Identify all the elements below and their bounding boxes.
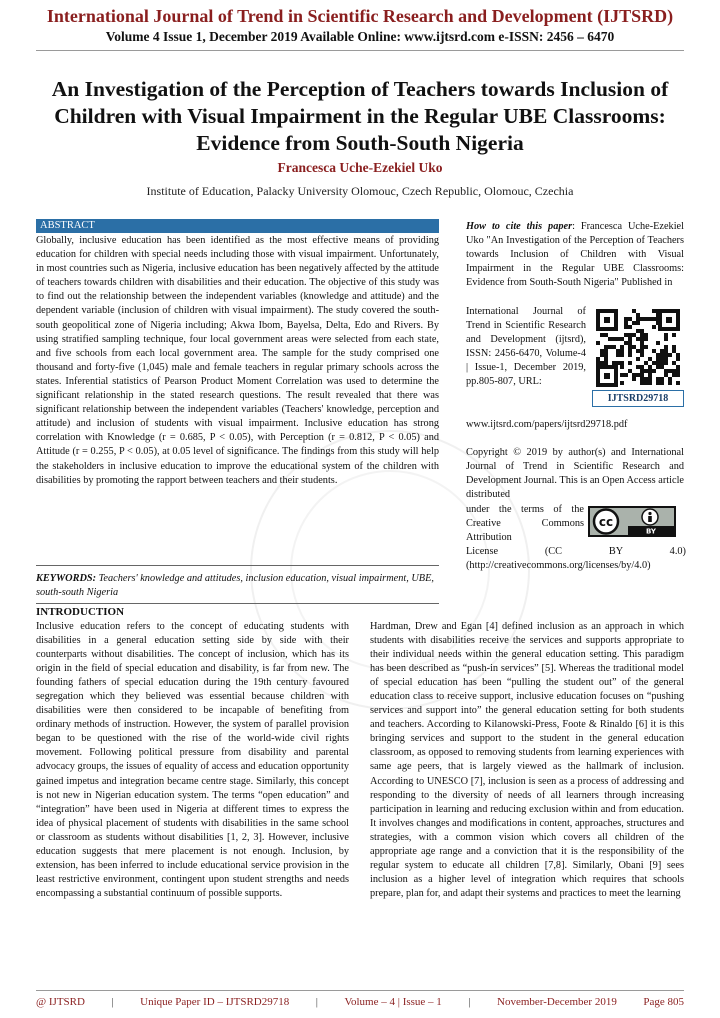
journal-title: International Journal of Trend in Scientific Research and Development (IJTSRD) [46, 6, 674, 26]
paper-title: An Investigation of the Perception of Teachers towards Inclusion of Children with Visual Impairment in the Regular UBE Classrooms: Evidence from South-South Nigeria [51, 77, 669, 155]
page-footer [36, 996, 684, 1008]
citation-block [466, 220, 684, 290]
by-badge-text: BY [645, 527, 657, 536]
keywords [36, 572, 439, 600]
author-name: Francesca Uche-Ezekiel Uko [277, 160, 443, 175]
cc-by-license-icon [588, 506, 676, 537]
footer-site: @ IJTSRD [36, 996, 85, 1008]
keywords-label: KEYWORDS: [36, 573, 97, 584]
footer-separator: | [111, 996, 114, 1008]
author-affiliation: Institute of Education, Palacky University Olomouc, Czech Republic, Olomouc, Czechia [146, 184, 574, 198]
issue-line: Volume 4 Issue 1, December 2019 Available Online: www.ijtsrd.com e-ISSN: 2456 – 6470 [105, 29, 615, 44]
paper-id-badge: IJTSRD29718 [592, 390, 684, 407]
footer-paper-id: Unique Paper ID – IJTSRD29718 [140, 996, 290, 1008]
paper-url-link[interactable]: www.ijtsrd.com/papers/ijtsrd29718.pdf [466, 419, 628, 430]
introduction-right-column: Hardman, Drew and Egan [4] defined inclusion as an approach in which students with disabilities receive the services and supports appropriate to their individual needs within the general education setting. This paradigm has been described as “push-in services” [5]. Whereas the traditional model of special education has been “pulling the student out” of the general education class to receive support, inclusive education focuses on “pushing services and support into” the general education setting for both students and teachers. According to Kilanowski-Press, Foote & Rinaldo [6] it is this bringing services and support to the student in the general education classroom, as opposed to removing students from learning experiences with same age peers, that is largely viewed as the hallmark of inclusion. According to UNESCO [7], inclusion is seen as a process of addressing and responding to the diversity of needs of all learners through increasing participation in learning and reducing exclusion within and from education. It involves changes and modifications in content, approaches, structures and strategies, with a common vision which covers all children of the appropriate age range and a conviction that it is the responsibility of the regular system to educate all children [7,8]. Similarly, Obani [9] sees inclusion as a higher level of integration which requires that schools prepare, plan for, and adapt their systems and practices to meet the learning [370, 621, 684, 899]
header-divider [36, 50, 684, 51]
footer-separator: | [468, 996, 471, 1008]
footer-divider [36, 990, 684, 991]
qr-code-icon [592, 307, 684, 389]
citation-details: International Journal of Trend in Scientific Research and Development (ijtsrd), ISSN: 2456-6470, Volume-4 | Issue-1, December 2019, pp.805-807, URL: [466, 306, 586, 388]
keywords-text: Teachers' knowledge and attitudes, inclusion education, visual impairment, UBE, south-south Nigeria [36, 573, 434, 598]
footer-separator: | [315, 996, 318, 1008]
footer-page-number: Page 805 [643, 996, 684, 1008]
citation-lead: : Francesca Uche-Ezekiel Uko "An Investigation of the Perception of Teachers towards Inclusion of Children with Visual Impairment in the Regular UBE Classrooms: Evidence from South-South Nigeria" Published in [466, 221, 684, 289]
footer-date: November-December 2019 [497, 996, 617, 1008]
license-text: License (CC BY 4.0) (http://creativecommons.org/licenses/by/4.0) [466, 546, 686, 572]
copyright-terms: under the terms of the Creative Commons Attribution [466, 504, 584, 544]
introduction-left-column: Inclusive education refers to the concept of educating students with disabilities in a general education setting side by side with their counterparts without disabilities. The concept of inclusion, which has its origin in the field of special education and disability, is far from new. The founding fathers of special education during the 19th century favoured segregation which they believed was essential because children with disabilities were then considered to be incapable of benefiting from ordinary methods of instruction. However, the system of parallel provision began to be questioned with the rise of the world-wide civil rights movement. Following political pressure from disability and parental advocacy groups, the issues of equality of access and education opportunity gained impetus and integration became centre stage. Similarly, this concept is not new in Nigerian education system. The terms “open education” and “integration” have been used in Nigeria at different times to express the idea of physical placement of students with disabilities in the same school or classroom as students without disabilities [1, 2, 3]. However, inclusive education suggests that mere placement is not enough. Inclusion, by extension, has been inferred to include educational service provision in the least restrictive environment, contingent upon student strengths and needs encompassing a substantial continuum of possible supports. [36, 621, 349, 899]
abstract-divider [36, 565, 439, 566]
footer-volume: Volume – 4 | Issue – 1 [344, 996, 442, 1008]
citation-label: How to cite this paper [466, 221, 573, 232]
cc-badge-text: cc [598, 515, 614, 529]
abstract-heading: ABSTRACT [36, 219, 439, 233]
copyright-text: Copyright © 2019 by author(s) and International Journal of Trend in Scientific Research and Development Journal. This is an Open Access article distributed [466, 447, 684, 501]
introduction-heading: INTRODUCTION [36, 606, 125, 618]
abstract-text: Globally, inclusive education has been identified as the most effective means of providing education for children with special needs including those with visual impairment. Unfortunately, in most countries such as Nigeria, inclusive education has been negatively affected by the attitude of teachers towards children with disabilities and their education. The objective of this study was to find out the relationship between the independent variables (knowledge and attitude) and the dependent variable (inclusion of children with visual impairment). The study covered the south-south geopolitical zone of Nigeria including; Akwa Ibom, Bayelsa, Delta, Edo and Rivers. By using stratified sampling technique, four local government areas were selected from each state, and five schools from each local government area. The sample for the study comprised one thousand and forty-five (1,045) male and female teachers in regular primary schools across the states. Inferential statistics of Pearson Product Moment Correlation was used to determine the significant relationship in the stated research questions. The result revealed that there was significant relationship between the independent variables (Teachers' knowledge, perception and attitude) and inclusion of students with visual impairment. Inclusive education has strong correlation with Knowledge (r = 0.685, P < 0.05), with Perception (r = 0.812, P < 0.05) and Attitude (r = 0.255, P < 0.05), at 0.05 level of significance. The findings from this study will help the stakeholders in inclusive education to improve the educational system of the children with disabilities by promoting the rapport between teachers and their students. [36, 235, 439, 486]
keywords-divider [36, 603, 439, 604]
